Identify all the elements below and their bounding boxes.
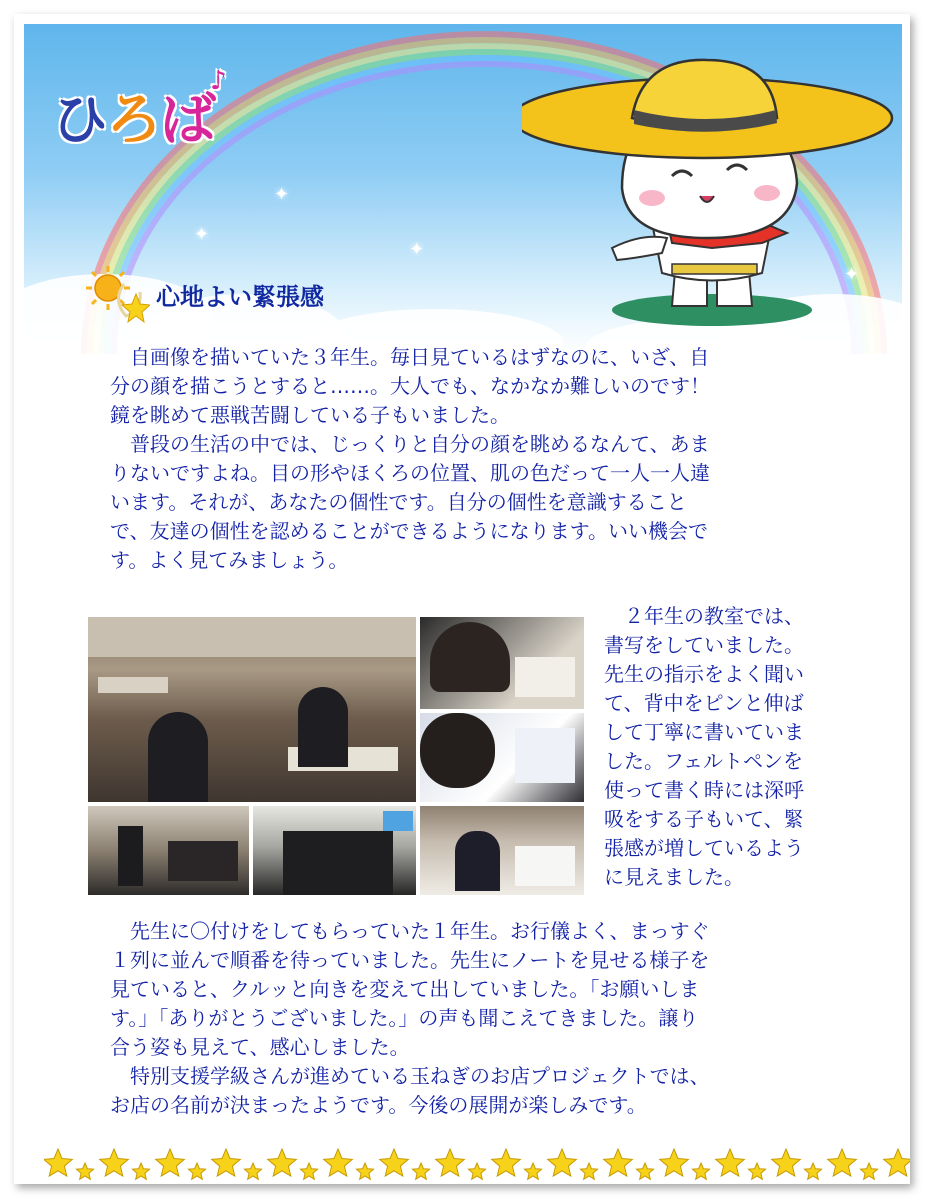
calligraphy-photo-middle xyxy=(420,713,584,802)
star-icon xyxy=(380,1149,409,1176)
line-photo-center xyxy=(253,806,416,895)
star-icon xyxy=(804,1163,821,1179)
photo-collage xyxy=(88,617,584,895)
star-icon xyxy=(44,1149,72,1176)
star-icon xyxy=(580,1163,597,1179)
star-icon xyxy=(324,1149,353,1176)
logo-char: ひ xyxy=(52,88,106,153)
star-icon xyxy=(244,1163,261,1179)
star-icon xyxy=(468,1163,485,1179)
star-icon xyxy=(76,1163,93,1179)
star-icon xyxy=(692,1163,709,1179)
star-icon xyxy=(300,1163,317,1179)
article-paragraph-1: 自画像を描いていた３年生。毎日見ているはずなのに、いざ、自 分の顔を描こうとすると……。大人でも、なかなか難しいのです！ 鏡を眺めて悪戦苦闘している子もいました。 普段の生活の中では、じっくりと自分の顔を眺めるなんて、あま りないですよね。目の形やほくろの位置、肌の色だって一人一人違 います。それが、あなたの個性です。自分の個性を意識すること で、友達の個性を認めることができるようになります。いい機会で す。よく見てみましょう。 xyxy=(110,345,710,572)
sun-moon-star-icon xyxy=(84,264,150,324)
star-icon xyxy=(828,1149,857,1176)
star-icon xyxy=(524,1163,541,1179)
star-icon xyxy=(660,1149,689,1176)
star-icon xyxy=(132,1163,149,1179)
sparkle-icon: ✦ xyxy=(194,224,210,245)
star-icon xyxy=(860,1163,877,1179)
star-border xyxy=(44,1144,910,1184)
logo-char: ろ xyxy=(106,88,160,153)
sparkle-icon: ✦ xyxy=(409,239,425,260)
star-icon xyxy=(492,1149,521,1176)
star-icon xyxy=(716,1149,745,1176)
line-photo-left xyxy=(88,806,249,895)
section-heading xyxy=(84,264,324,324)
page-frame xyxy=(14,14,910,1184)
star-icon xyxy=(212,1149,241,1176)
star-icon xyxy=(436,1149,465,1176)
article-paragraph-2: ２年生の教室では、 書写をしていました。 先生の指示をよく聞い て、背中をピンと伸ば して丁寧に書いていま した。フェルトペンを 使って書く時には深呼 吸をする子もいて、緊 張感が増しているよう に見えました。 xyxy=(604,604,804,889)
music-note-icon: ♪ xyxy=(210,66,225,96)
classroom-photo xyxy=(88,617,416,802)
cowboy-cat-mascot xyxy=(522,48,902,328)
calligraphy-photo-top xyxy=(420,617,584,709)
star-icon xyxy=(268,1149,297,1176)
hiroba-logo xyxy=(52,66,225,156)
logo-char: ば xyxy=(160,88,214,153)
star-icon xyxy=(100,1149,129,1176)
star-icon xyxy=(772,1149,801,1176)
star-icon xyxy=(748,1163,765,1179)
sparkle-icon: ✦ xyxy=(844,264,860,285)
star-icon xyxy=(412,1163,429,1179)
star-icon xyxy=(604,1149,633,1176)
star-icon xyxy=(188,1163,205,1179)
article-paragraph-3: 先生に〇付けをしてもらっていた１年生。お行儀よく、まっすぐ １列に並んで順番を待っていました。先生にノートを見せる様子を 見ていると、クルッと向きを変えて出していました。「お願いしま す。」「ありがとうございました。」の声も聞こえてきました。譲り 合う姿も見えて、感心しました。 特別支援学級さんが進めている玉ねぎのお店プロジェクトでは、 お店の名前が決まったようです。今後の展開が楽しみです。 xyxy=(110,919,710,1117)
desk-photo-right xyxy=(420,806,584,895)
star-icon xyxy=(884,1149,910,1176)
star-icon xyxy=(156,1149,185,1176)
star-icon xyxy=(548,1149,577,1176)
page-title: 心地よい緊張感 xyxy=(156,282,324,311)
sparkle-icon: ✦ xyxy=(274,184,290,205)
star-icon xyxy=(636,1163,653,1179)
star-icon xyxy=(356,1163,373,1179)
